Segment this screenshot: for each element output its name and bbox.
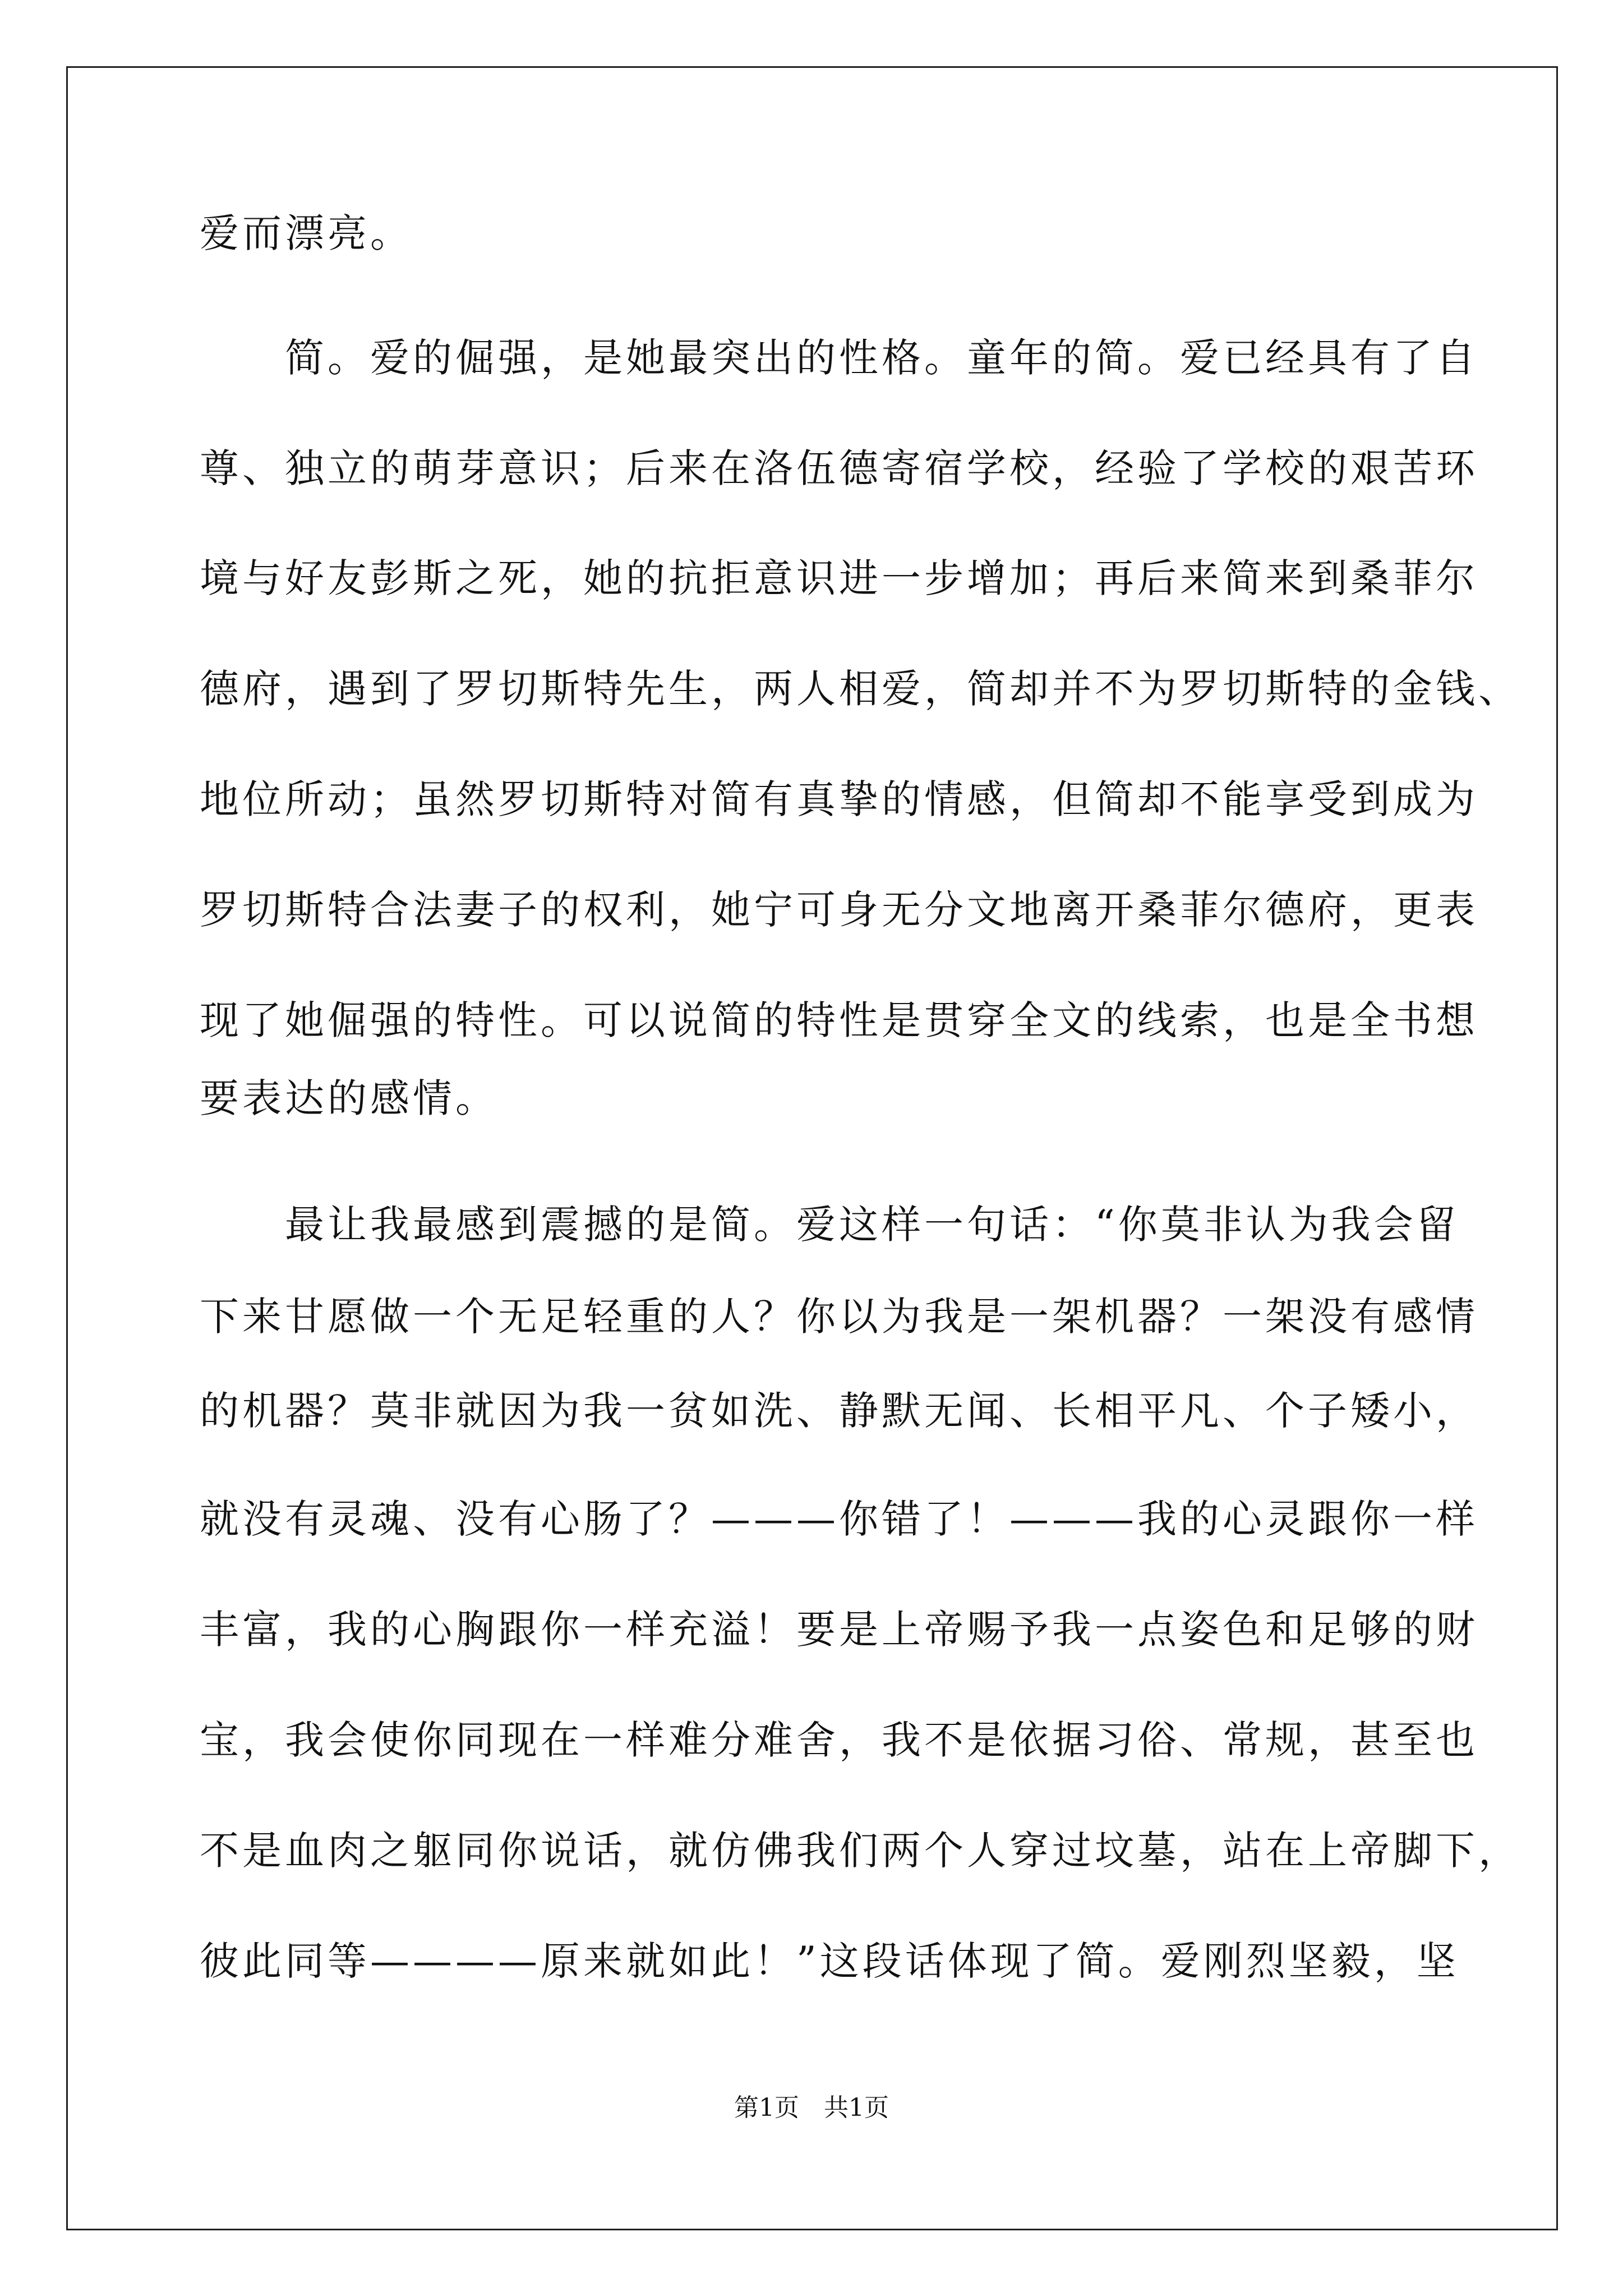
page-footer: 第1页 共1页	[734, 2093, 889, 2122]
text-line: 地位所动；虽然罗切斯特对简有真挚的情感，但简却不能享受到成为	[200, 776, 1478, 822]
text-line: 最让我最感到震撼的是简。爱这样一句话：“你莫非认为我会留	[200, 1202, 1459, 1248]
text-line: 要表达的感情。	[200, 1075, 498, 1121]
text-line: 就没有灵魂、没有心肠了？———你错了！———我的心灵跟你一样	[200, 1496, 1478, 1542]
text-line: 不是血肉之躯同你说话，就仿佛我们两个人穿过坟墓，站在上帝脚下，	[200, 1828, 1521, 1874]
text-line: 尊、独立的萌芽意识；后来在洛伍德寄宿学校，经验了学校的艰苦环	[200, 445, 1478, 491]
text-line: 罗切斯特合法妻子的权利，她宁可身无分文地离开桑菲尔德府，更表	[200, 887, 1478, 933]
text-line: 现了她倔强的特性。可以说简的特性是贯穿全文的线索，也是全书想	[200, 997, 1478, 1043]
text-line: 下来甘愿做一个无足轻重的人？你以为我是一架机器？一架没有感情	[200, 1294, 1478, 1340]
text-line: 宝，我会使你同现在一样难分难舍，我不是依据习俗、常规，甚至也	[200, 1717, 1478, 1763]
text-line: 爱而漂亮。	[200, 210, 413, 256]
text-line: 丰富，我的心胸跟你一样充溢！要是上帝赐予我一点姿色和足够的财	[200, 1607, 1478, 1653]
text-line: 境与好友彭斯之死，她的抗拒意识进一步增加；再后来简来到桑菲尔	[200, 555, 1478, 601]
text-line: 的机器？莫非就因为我一贫如洗、静默无闻、长相平凡、个子矮小，	[200, 1388, 1478, 1434]
page-border	[66, 66, 1558, 2230]
text-line: 彼此同等————原来就如此！”这段话体现了简。爱刚烈坚毅，坚	[200, 1938, 1459, 1984]
text-line: 简。爱的倔强，是她最突出的性格。童年的简。爱已经具有了自	[200, 335, 1478, 381]
text-line: 德府，遇到了罗切斯特先生，两人相爱，简却并不为罗切斯特的金钱、	[200, 666, 1521, 712]
